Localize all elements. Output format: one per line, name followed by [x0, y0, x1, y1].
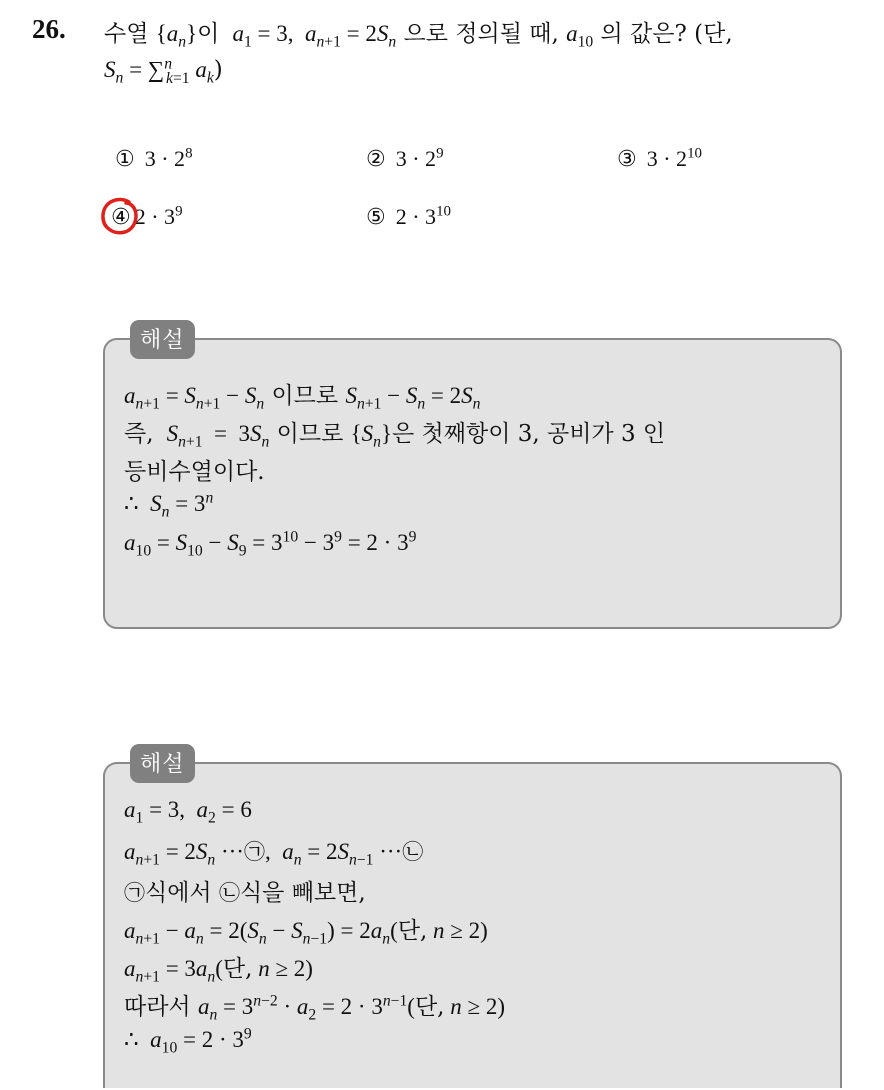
solution1-line-3: 등비수열이다.: [124, 459, 265, 485]
solution1-line-1: $a_{n+1} = S_{n+1} - S_n$ 이므로 $S_{n+1} - S_n = 2S_n$: [124, 383, 481, 413]
solution2-line-5: $a_{n+1} = 3a_n$(단, n ≥ 2): [124, 956, 313, 986]
solution2-line-7: ∴ $a_{10} = 2 \cdot 3^9$: [124, 1025, 252, 1057]
question-line-2: $S_n = \sum^n_{k=1}$ $a_k$): [104, 55, 223, 87]
solution-label-1: 해설: [130, 320, 195, 359]
solution1-line-5: $a_{10} = S_{10} - S_9 = 3^{10} - 3^9 = 2 \cdot 3^9$: [124, 528, 417, 560]
solution2-line-4: $a_{n+1} - a_n = 2(S_n - S_{n-1}) = 2a_n$(단, n ≥ 2): [124, 918, 488, 948]
solution2-line-6: 따라서 $a_n = 3^{n-2} \cdot a_2 = 2 \cdot 3^{n-1}$(단, n ≥ 2): [124, 992, 506, 1024]
solution2-line-3: ㉠식에서 ㉡식을 빼보면,: [124, 880, 366, 906]
question-line-1: 수열 $\{a_n\}$이 $a_1 = 3$, $a_{n+1} = 2S_n$ 으로 정의될 때, $a_{10}$ 의 값은? (단,: [104, 21, 733, 51]
question-number: 26.: [32, 14, 66, 44]
answer-circle-mark: [99, 195, 141, 237]
choice-1[interactable]: ① $3 \cdot 2^8$: [115, 145, 193, 172]
choice-5[interactable]: ⑤ $2 \cdot 3^{10}$: [366, 203, 452, 230]
solution2-line-1: $a_1 = 3$, $a_2 = 6$: [124, 797, 252, 827]
solution1-line-4: ∴ $S_n = 3^n$: [124, 489, 214, 521]
question-text: 수열: [104, 21, 149, 47]
solution-label-2: 해설: [130, 744, 195, 783]
solution1-line-2: 즉, $S_{n+1} = 3S_n$ 이므로 $\{S_n\}$은 첫째항이 3, 공비가 3 인: [124, 421, 666, 451]
choice-3[interactable]: ③ $3 \cdot 2^{10}$: [617, 145, 703, 172]
choice-4[interactable]: ④ $2 \cdot 3^9$: [111, 203, 183, 230]
solution2-line-2: $a_{n+1} = 2S_n$ ···㉠, $a_n = 2S_{n-1}$ ···㉡: [124, 839, 424, 869]
choice-2[interactable]: ② $3 \cdot 2^9$: [366, 145, 444, 172]
